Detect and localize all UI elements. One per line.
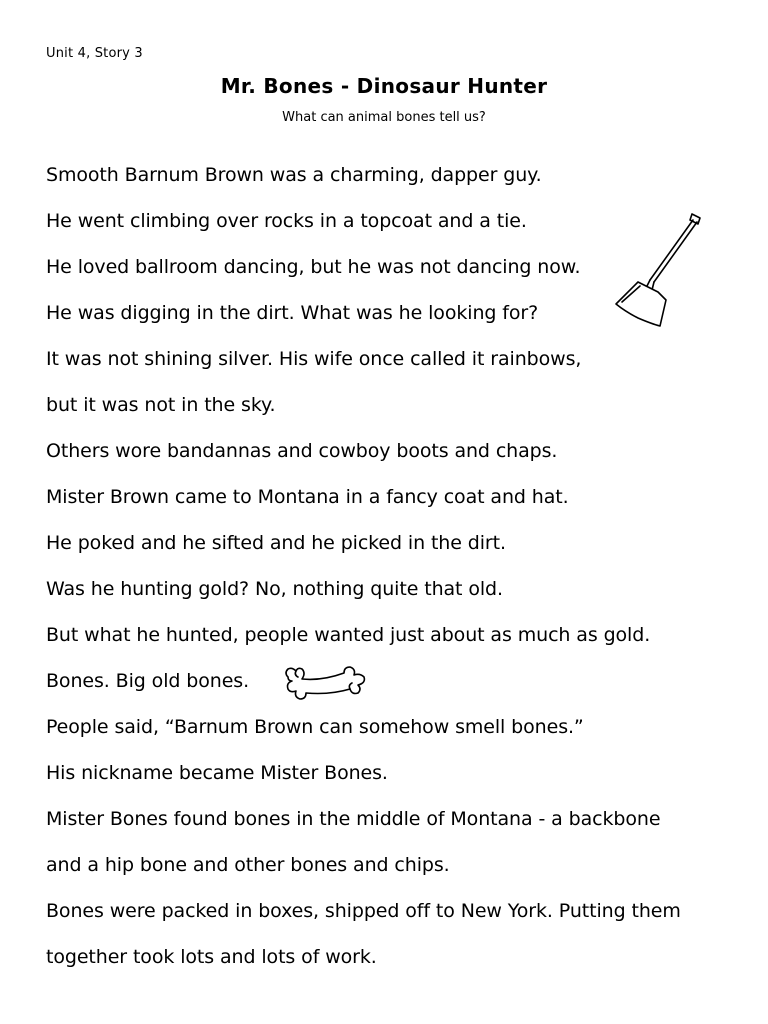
story-line: He went climbing over rocks in a topcoat and a tie. bbox=[46, 210, 527, 232]
story-line: He loved ballroom dancing, but he was not dancing now. bbox=[46, 256, 581, 278]
story-line: Smooth Barnum Brown was a charming, dapper guy. bbox=[46, 164, 542, 186]
story-line: But what he hunted, people wanted just about as much as gold. bbox=[46, 624, 651, 646]
story-title: Mr. Bones - Dinosaur Hunter bbox=[220, 74, 548, 98]
story-line: but it was not in the sky. bbox=[46, 394, 276, 416]
story-line: Mister Brown came to Montana in a fancy coat and hat. bbox=[46, 486, 569, 508]
story-line: It was not shining silver. His wife once called it rainbows, bbox=[46, 348, 582, 370]
story-line: Bones were packed in boxes, shipped off to New York. Putting them bbox=[46, 900, 681, 922]
story-line: His nickname became Mister Bones. bbox=[46, 762, 388, 784]
story-line: Others wore bandannas and cowboy boots and chaps. bbox=[46, 440, 558, 462]
unit-label: Unit 4, Story 3 bbox=[46, 46, 143, 61]
story-line: People said, “Barnum Brown can somehow smell bones.” bbox=[46, 716, 584, 738]
shovel-icon bbox=[608, 206, 708, 330]
story-text bbox=[46, 160, 681, 988]
story-line: Bones. Big old bones. bbox=[46, 670, 250, 692]
story-subtitle: What can animal bones tell us? bbox=[282, 110, 486, 125]
story-line: He was digging in the dirt. What was he looking for? bbox=[46, 302, 539, 324]
bone-icon bbox=[282, 663, 372, 703]
story-line: Mister Bones found bones in the middle of Montana - a backbone bbox=[46, 808, 661, 830]
story-line: together took lots and lots of work. bbox=[46, 946, 377, 968]
story-line: and a hip bone and other bones and chips. bbox=[46, 854, 450, 876]
story-line: Was he hunting gold? No, nothing quite that old. bbox=[46, 578, 503, 600]
story-line: He poked and he sifted and he picked in the dirt. bbox=[46, 532, 506, 554]
